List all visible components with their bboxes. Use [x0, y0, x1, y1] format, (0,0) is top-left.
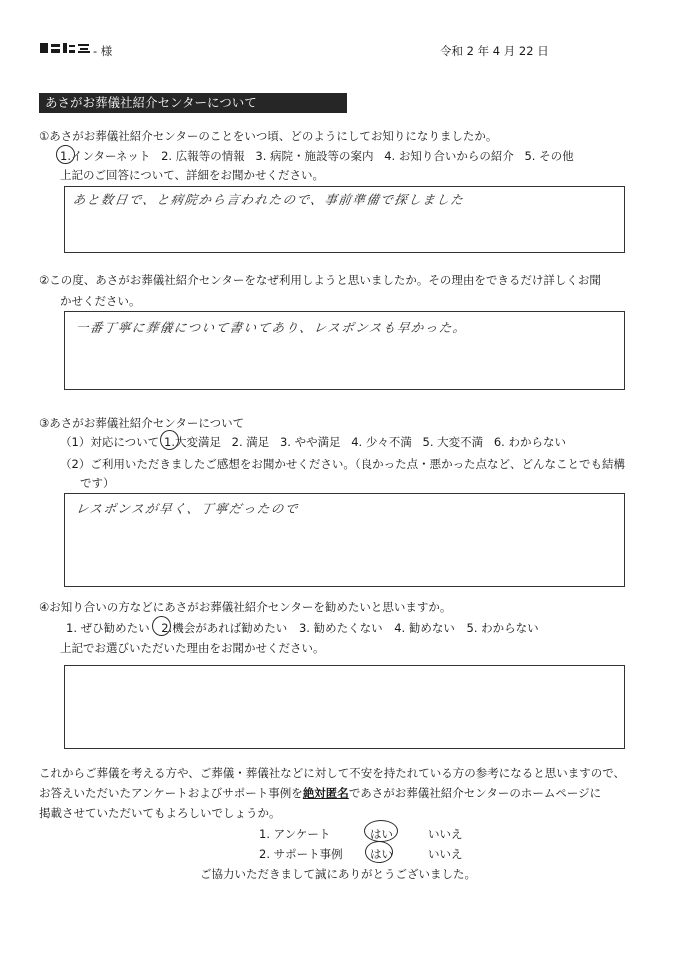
q3-option-2[interactable]: 2. 満足 — [231, 435, 270, 449]
q3-sub1-options — [164, 434, 566, 450]
q1-options — [60, 148, 574, 164]
q1-option-2[interactable]: 2. 広報等の情報 — [161, 149, 245, 163]
q1-question: ①あさがお葬儀社紹介センターのことをいつ頃、どのようにしてお知りになりましたか。 — [39, 129, 498, 143]
consent-anonymous-emphasis: 絶対匿名 — [302, 786, 349, 800]
consent-item-2-yes[interactable]: はい — [370, 847, 393, 861]
q3-option-5[interactable]: 5. 大変不満 — [422, 435, 484, 449]
document-date: 令和 2 年 4 月 22 日 — [440, 44, 549, 58]
consent-line2-pre: お答えいただいたアンケートおよびサポート事例を — [39, 786, 303, 800]
consent-item-1-label: 1. アンケート — [259, 827, 331, 841]
q1-option-1[interactable]: 1.インターネット — [60, 149, 151, 163]
q3-option-3[interactable]: 3. やや満足 — [279, 435, 341, 449]
section-title-bar: あさがお葬儀社紹介センターについて — [39, 93, 347, 113]
q4-answer-box[interactable] — [64, 665, 625, 749]
q3-option-4[interactable]: 4. 少々不満 — [351, 435, 412, 449]
recipient-suffix: - 様 — [93, 44, 113, 58]
q1-option-5[interactable]: 5. その他 — [524, 149, 574, 163]
q4-option-2[interactable]: 2.機会があれば勧めたい — [161, 621, 288, 635]
consent-line3: 掲載させていただいてもよろしいでしょうか。 — [39, 806, 281, 820]
q4-option-4[interactable]: 4. 勧めない — [394, 621, 455, 635]
consent-line2 — [39, 785, 601, 801]
q3-option-1[interactable]: 1.大変満足 — [164, 435, 221, 449]
q4-options — [66, 620, 539, 636]
q1-handwritten-answer: あと数日で、と病院から言われたので、事前準備で探しました — [71, 192, 466, 207]
consent-item-1-yes[interactable]: はい — [370, 827, 393, 841]
redacted-name-scribble — [40, 41, 92, 55]
q1-detail-prompt: 上記のご回答について、詳細をお聞かせください。 — [60, 168, 325, 182]
q3-handwritten-answer: レスポンスが早く、丁寧だったので — [74, 501, 300, 516]
consent-item-1-no[interactable]: いいえ — [428, 827, 463, 841]
thanks-message: ご協力いただきまして誠にありがとうございました。 — [200, 867, 476, 881]
q4-question: ④お知り合いの方などにあさがお葬儀社紹介センターを勧めたいと思いますか。 — [39, 600, 452, 614]
consent-item-2-no[interactable]: いいえ — [428, 847, 463, 861]
q2-handwritten-answer: 一番丁寧に葬儀について書いてあり、レスポンスも早かった。 — [74, 320, 468, 335]
q2-question-line1: ②この度、あさがお葬儀社紹介センターをなぜ利用しようと思いましたか。その理由をできるだけ詳しくお聞 — [39, 273, 601, 287]
consent-line2-post: であさがお葬儀社紹介センターのホームページに — [348, 786, 602, 800]
q4-option-1[interactable]: 1. ぜひ勧めたい — [66, 621, 150, 635]
q4-option-5[interactable]: 5. わからない — [466, 621, 539, 635]
q4-reason-prompt: 上記でお選びいただいた理由をお聞かせください。 — [60, 641, 325, 655]
consent-item-2-label: 2. サポート事例 — [259, 847, 343, 861]
q3-sub1-label: （1）対応について — [60, 435, 160, 449]
q3-sub2-line2: です） — [80, 476, 115, 490]
consent-line1: これからご葬儀を考える方や、ご葬儀・葬儀社などに対して不安を持たれている方の参考になると思いますので、 — [39, 766, 626, 780]
q3-sub2-line1: （2）ご利用いただきましたご感想をお聞かせください。（良かった点・悪かった点など、どんなことでも結構 — [60, 457, 626, 471]
q1-option-3[interactable]: 3. 病院・施設等の案内 — [255, 149, 374, 163]
q1-option-4[interactable]: 4. お知り合いからの紹介 — [384, 149, 514, 163]
q3-option-6[interactable]: 6. わからない — [493, 435, 566, 449]
q2-question-line2: かせください。 — [60, 294, 141, 308]
q3-question: ③あさがお葬儀社紹介センターについて — [39, 416, 245, 430]
q4-option-3[interactable]: 3. 勧めたくない — [298, 621, 383, 635]
